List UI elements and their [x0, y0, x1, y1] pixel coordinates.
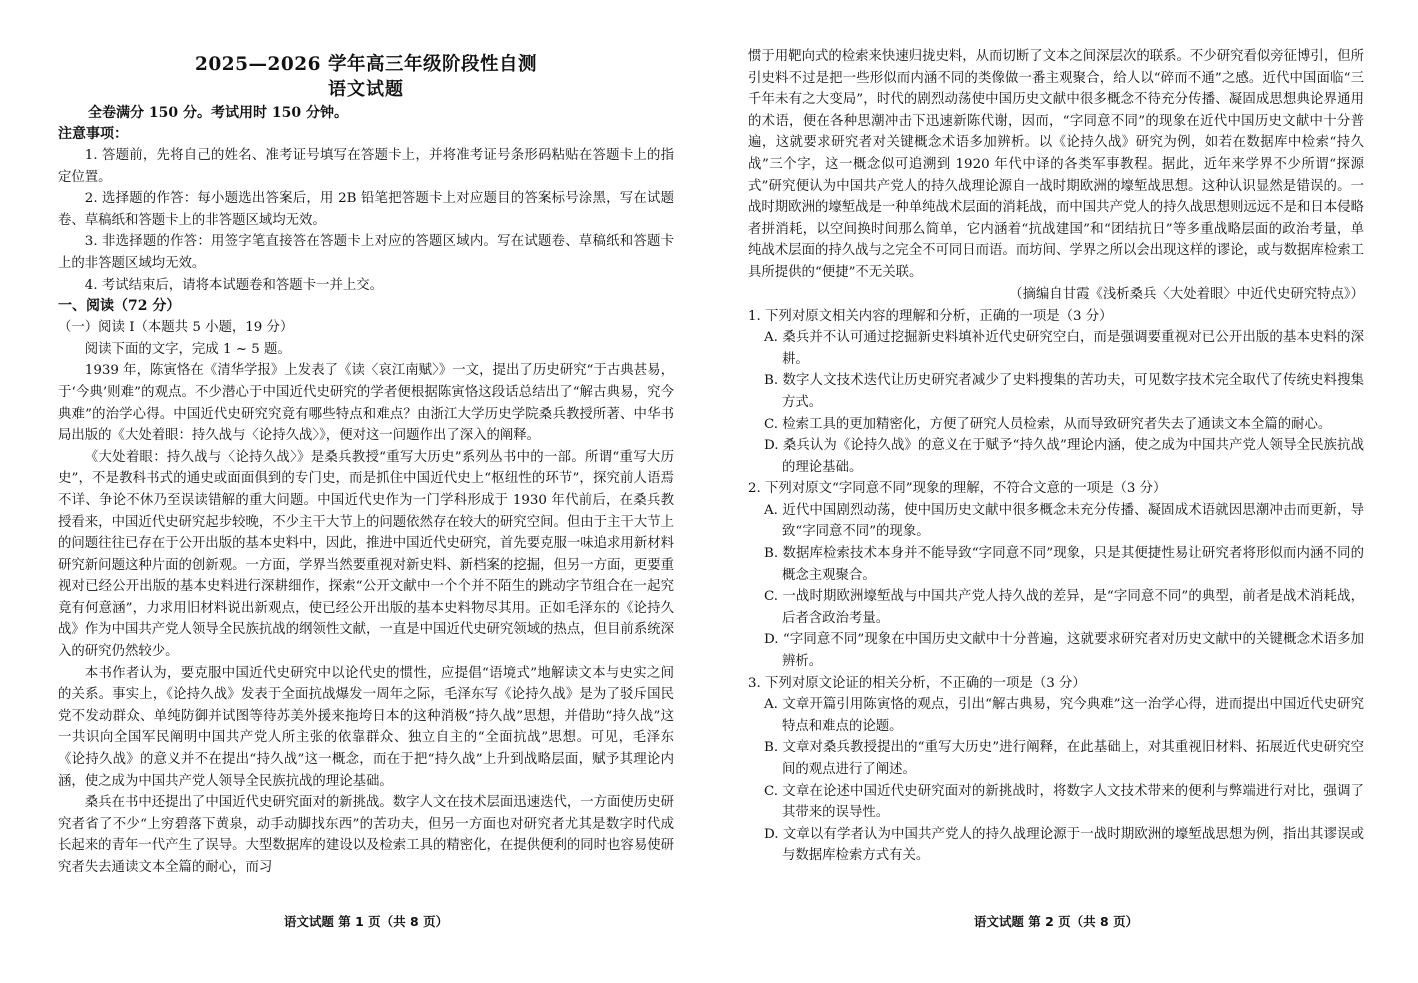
passage-paragraph: 1939 年，陈寅恪在《清华学报》上发表了《读〈哀江南赋〉》一文，提出了历史研究“于古典甚易，于‘今典’则难”的观点。不少潜心于中国近代史研究的学者便根据陈寅恪这段话总结出了“解古典易，究今典难”的治学心得。中国近代史研究究竟有哪些特点和难点？由浙江大学历史学院桑兵教授所著、中华书局出版的《大处着眼：持久战与〈论持久战〉》，便对这一问题作出了深入的阐释。 [58, 363, 674, 444]
question-stem: 1. 下列对原文相关内容的理解和分析，正确的一项是（3 分） [748, 308, 1113, 324]
subsection-heading: （一）阅读 Ⅰ（本题共 5 小题，19 分） [58, 320, 294, 336]
answer-option: A. 桑兵并不认可通过挖掘新史料填补近代史研究空白，而是强调要重视对已公开出版的基本史料的深耕。 [764, 330, 1364, 367]
passage-paragraph: 《大处着眼：持久战与〈论持久战〉》是桑兵教授“重写大历史”系列丛书中的一部。所谓“重写大历史”，不是教科书式的通史或面面俱到的专门史，而是抓住中国近代史上“枢纽性的环节”，探究前人语焉不详、争论不休乃至误读错解的重大问题。中国近代史作为一门学科形成于 1930 年代前后，在桑兵教授看来，中国近代史研究起步较晚，不少主干大节上的问题依然存在较大的研究空间。但由于主干大节上的问题往往已存在于公开出版的基本史料中，因此，推进中国近代史研究，首先要克服一味追求用新材料研究新问题这种片面的创新观。一方面，学界当然要重视对新史料、新档案的挖掘，但另一方面，更要重视对已经公开出版的基本史料进行深耕细作，探索“公开文献中一个个并不陌生的跳动字节组合在一起究竟有何意涵”，力求用旧材料说出新观点，使已经公开出版的基本史料物尽其用。正如毛泽东的《论持久战》作为中国共产党人领导全民族抗战的纲领性文献，一直是中国近代史研究领域的热点，但目前系统深入的研究仍然较少。 [58, 449, 674, 660]
answer-option: C. 文章在论述中国近代史研究面对的新挑战时，将数字人文技术带来的便利与弊端进行对比，强调了其带来的误导性。 [764, 783, 1364, 821]
answer-option: A. 近代中国剧烈动荡，使中国历史文献中很多概念未充分传播、凝固成术语就因思潮冲击而更新，导致“字同意不同”的现象。 [764, 502, 1364, 540]
notice-item: 1. 答题前，先将自己的姓名、准考证号填写在答题卡上，并将准考证号条形码粘贴在答题卡上的指定位置。 [58, 148, 674, 185]
page-1 [58, 0, 674, 983]
exam-title: 2025—2026 学年高三年级阶段性自测 [195, 54, 537, 75]
answer-option: C. 一战时期欧洲壕堑战与中国共产党人持久战的差异，是“字同意不同”的典型，前者是战术消耗战，后者含政治考量。 [764, 589, 1364, 626]
passage-paragraph: 桑兵在书中还提出了中国近代史研究面对的新挑战。数字人文在技术层面迅速迭代，一方面使历史研究者省了不少“上穷碧落下黄泉，动手动脚找东西”的苦功夫，但另一方面也对研究者尤其是数字时代成长起来的青年一代产生了误导。大型数据库的建设以及检索工具的精密化，在提供便利的同时也容易使研究者失去通读文本全篇的耐心，而习 [58, 795, 674, 875]
score-info: 全卷满分 150 分。考试用时 150 分钟。 [88, 105, 348, 121]
answer-option: D. “字同意不同”现象在中国历史文献中十分普遍，这就要求研究者对历史文献中的关键概念术语多加辨析。 [764, 632, 1364, 670]
notice-item: 2. 选择题的作答：每小题选出答案后，用 2B 铅笔把答题卡上对应题目的答案标号涂黑，写在试题卷、草稿纸和答题卡上的非答题区域均无效。 [58, 191, 674, 228]
answer-option: A. 文章开篇引用陈寅恪的观点，引出“解古典易，究今典难”这一治学心得，进而提出中国近代史研究特点和难点的论题。 [764, 697, 1364, 734]
page-2 [748, 0, 1364, 983]
answer-option: D. 桑兵认为《论持久战》的意义在于赋予“持久战”理论内涵，使之成为中国共产党人领导全民族抗战的理论基础。 [764, 438, 1364, 475]
passage-continued: 惯于用靶向式的检索来快速归拢史料，从而切断了文本之间深层次的联系。不少研究看似旁征博引，但所引史料不过是把一些形似而内涵不同的类像做一番主观聚合，给人以“碎而不通”之感。近代中国面临“三千年未有之大变局”，时代的剧烈动荡使中国历史文献中很多概念不待充分传播、凝固成思想典论界通用的术语，便在各种思潮冲击下迅速新陈代谢，因而，“字同意不同”的现象在近代中国历史文献中十分普遍，这就要求研究者对关键概念术语多加辨析。以《论持久战》研究为例，如若在数据库中检索“持久战”三个字，这一概念似可追溯到 1920 年代中译的各类军事教程。据此，近年来学界不少所谓“探源式”研究便认为中国共产党人的持久战理论源自一战时期欧洲的壕堑战思想。这种认识显然是错误的。一战时期欧洲的壕堑战是一种单纯战术层面的消耗战，而中国共产党人的持久战思想则远远不是和日本侵略者拼消耗，以空间换时间那么简单，它内涵着“抗战建国”和“团结抗日”等多重战略层面的政治考量，单纯战术层面的持久战与之完全不可同日而语。而坊间、学界之所以会出现这样的谬论，或与数据库检索工具所提供的“便捷”不无关联。 [748, 49, 1364, 280]
answer-option: C. 检索工具的更加精密化，方便了研究人员检索，从而导致研究者失去了通读文本全篇的耐心。 [764, 416, 1332, 432]
passage-paragraph: 本书作者认为，要克服中国近代史研究中以论代史的惯性，应提倡“语境式”地解读文本与史实之间的关系。事实上，《论持久战》发表于全面抗战爆发一周年之际，毛泽东写《论持久战》是为了驳斥国民党不发动群众、单纯防御并试图等待苏美外援来拖垮日本的这种消极“持久战”思想，并借助“持久战”这一共识向全国军民阐明中国共产党人所主张的依靠群众、独立自主的“全面抗战”思想。可见，毛泽东《论持久战》的意义并不在提出“持久战”这一概念，而在于把“持久战”上升到战略层面，赋予其理论内涵，使之成为中国共产党人领导全民族抗战的理论基础。 [58, 665, 674, 789]
question-stem: 2. 下列对原文“字同意不同”现象的理解，不符合文意的一项是（3 分） [748, 481, 1167, 497]
answer-option: D. 文章以有学者认为中国共产党人的持久战理论源于一战时期欧洲的壕堑战思想为例，指出其谬误或与数据库检索方式有关。 [764, 826, 1364, 864]
answer-option: B. 数据库检索技术本身并不能导致“字同意不同”现象，只是其便捷性易让研究者将形似而内涵不同的概念主观聚合。 [764, 546, 1364, 583]
notice-heading: 注意事项： [58, 126, 128, 142]
notice-item: 4. 考试结束后，请将本试题卷和答题卡一并上交。 [84, 277, 384, 293]
answer-option: B. 文章对桑兵教授提出的“重写大历史”进行阐释，在此基础上，对其重视旧材料、拓展近代史研究空间的观点进行了阐述。 [764, 740, 1364, 777]
section-heading: 一、阅读（72 分） [58, 298, 181, 315]
notice-item: 3. 非选择题的作答：用签字笔直接答在答题卡上对应的答题区域内。写在试题卷、草稿纸和答题卡上的非答题区域均无效。 [58, 234, 674, 271]
exam-subtitle: 语文试题 [328, 79, 404, 100]
passage-source: （摘编自甘霞《浅析桑兵〈大处着眼〉中近代史研究特点》） [1009, 286, 1364, 302]
answer-option: B. 数字人文技术迭代让历史研究者减少了史料搜集的苦功夫，可见数字技术完全取代了传统史料搜集方式。 [764, 373, 1364, 410]
reading-instruction: 阅读下面的文字，完成 1 ~ 5 题。 [84, 341, 291, 357]
question-stem: 3. 下列对原文论证的相关分析，不正确的一项是（3 分） [748, 675, 1086, 691]
page-footer: 语文试题 第 2 页（共 8 页） [973, 914, 1139, 929]
page-footer: 语文试题 第 1 页（共 8 页） [283, 914, 449, 929]
